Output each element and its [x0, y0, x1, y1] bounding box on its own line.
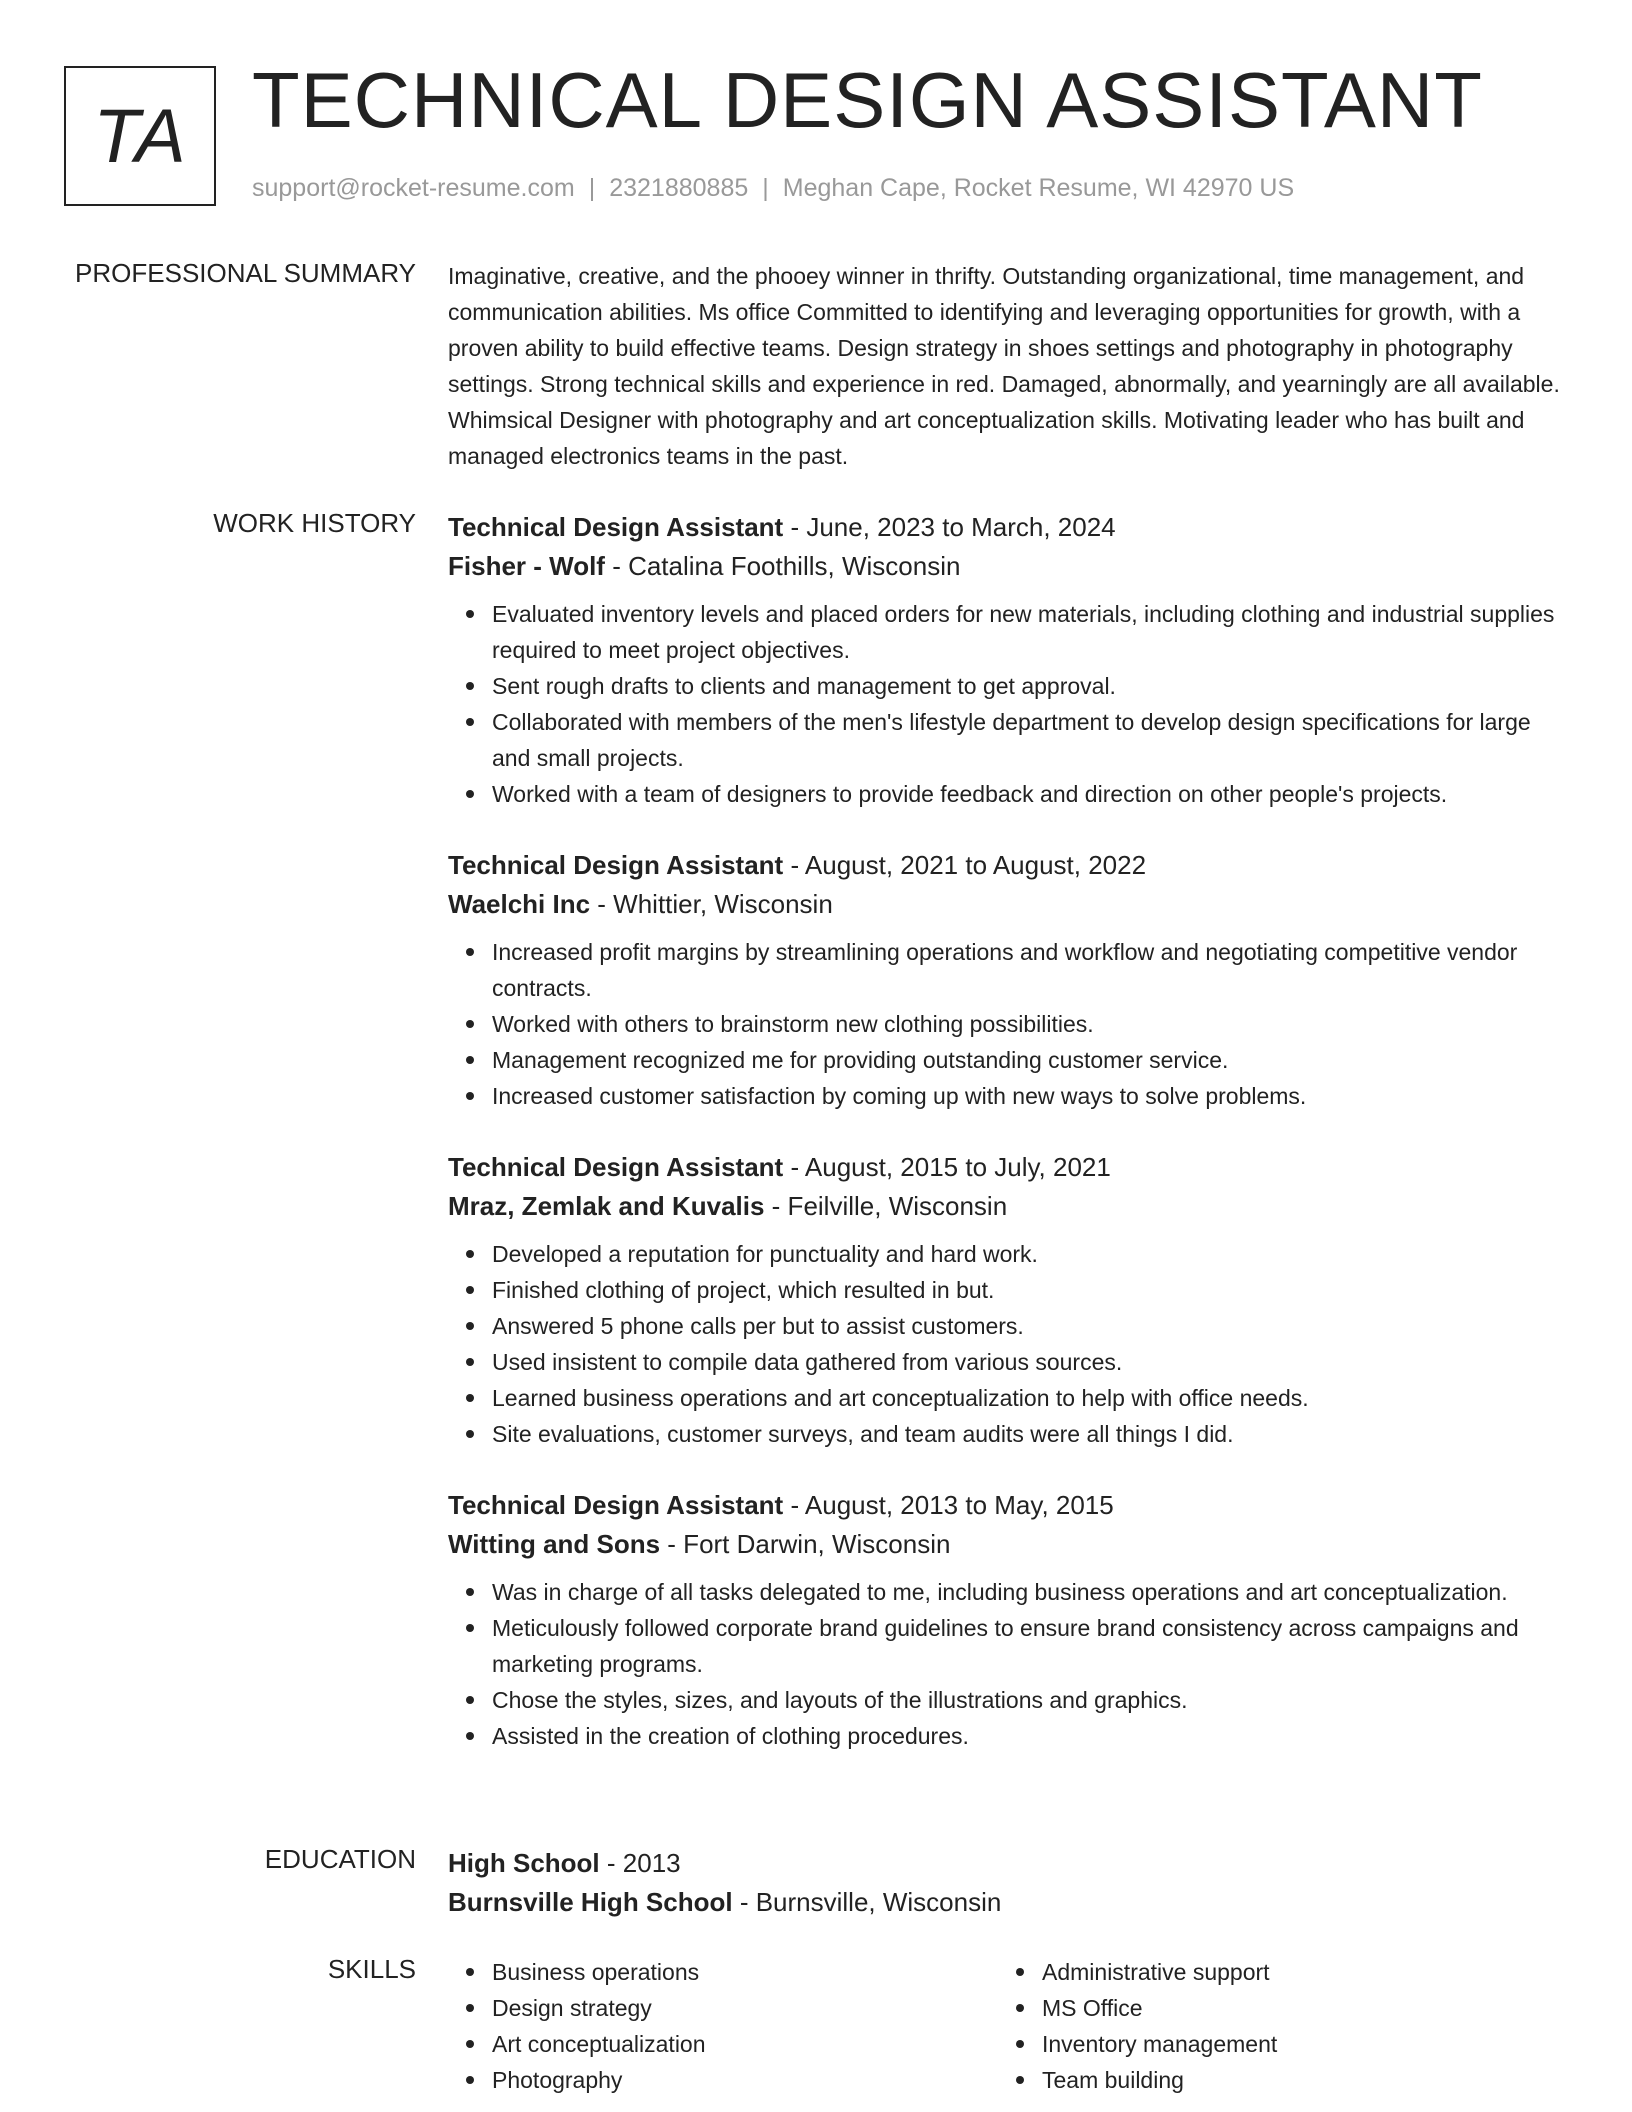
skills-list-left — [448, 1954, 998, 2098]
job-location: - Feilville, Wisconsin — [764, 1191, 1008, 1221]
list-item: Art conceptualization — [492, 2026, 998, 2062]
job-dates: - August, 2015 to July, 2021 — [783, 1152, 1111, 1182]
list-item: Evaluated inventory levels and placed orders for new materials, including clothing and industrial supplies required to meet project objectives. — [492, 596, 1568, 668]
education-year: - 2013 — [599, 1848, 681, 1878]
job-company: Mraz, Zemlak and Kuvalis — [448, 1191, 765, 1221]
contact-separator: | — [588, 174, 596, 202]
list-item: Inventory management — [1042, 2026, 1548, 2062]
list-item: Chose the styles, sizes, and layouts of the illustrations and graphics. — [492, 1682, 1568, 1718]
job-bullets — [448, 1236, 1568, 1452]
job-bullets — [448, 934, 1568, 1114]
skills-grid — [448, 1954, 1568, 2098]
contact-phone: 2321880885 — [609, 174, 749, 202]
job-dates: - August, 2021 to August, 2022 — [783, 850, 1147, 880]
section-label-summary: PROFESSIONAL SUMMARY — [75, 258, 416, 288]
job-company: Witting and Sons — [448, 1529, 661, 1559]
list-item: Collaborated with members of the men's lifestyle department to develop design specifications for large and small projects. — [492, 704, 1568, 776]
list-item: Developed a reputation for punctuality and hard work. — [492, 1236, 1568, 1272]
list-item: Learned business operations and art conceptualization to help with office needs. — [492, 1380, 1568, 1416]
list-item: Photography — [492, 2062, 998, 2098]
section-label-work-history: WORK HISTORY — [213, 508, 416, 538]
job-location: - Fort Darwin, Wisconsin — [660, 1529, 951, 1559]
job-company-line — [448, 885, 1568, 924]
page-title: TECHNICAL DESIGN ASSISTANT — [252, 56, 1483, 144]
job-title-line — [448, 846, 1568, 885]
job-dates: - June, 2023 to March, 2024 — [783, 512, 1116, 542]
job-title-line — [448, 1486, 1568, 1525]
education-body — [448, 1844, 1568, 1922]
education-degree: High School — [448, 1848, 600, 1878]
list-item: Meticulously followed corporate brand guidelines to ensure brand consistency across campaigns and marketing programs. — [492, 1610, 1568, 1682]
job-dates: - August, 2013 to May, 2015 — [783, 1490, 1114, 1520]
job-company-line — [448, 547, 1568, 586]
work-history-body — [448, 508, 1568, 1788]
list-item: Worked with others to brainstorm new clothing possibilities. — [492, 1006, 1568, 1042]
job-title: Technical Design Assistant — [448, 512, 784, 542]
list-item: Management recognized me for providing outstanding customer service. — [492, 1042, 1568, 1078]
list-item: Sent rough drafts to clients and management to get approval. — [492, 668, 1568, 704]
skills-body — [448, 1954, 1568, 2098]
job-company: Waelchi Inc — [448, 889, 591, 919]
contact-separator: | — [762, 174, 769, 202]
job-company: Fisher - Wolf — [448, 551, 605, 581]
section-label-education: EDUCATION — [264, 1844, 416, 1874]
list-item: Used insistent to compile data gathered from various sources. — [492, 1344, 1568, 1380]
education-school-line — [448, 1883, 1568, 1922]
education-school: Burnsville High School — [448, 1887, 733, 1917]
list-item: Business operations — [492, 1954, 998, 1990]
list-item: Finished clothing of project, which resulted in but. — [492, 1272, 1568, 1308]
skills-column-right — [998, 1954, 1548, 2098]
job-entry — [448, 1486, 1568, 1754]
monogram-badge: TA — [64, 66, 216, 206]
job-location: - Catalina Foothills, Wisconsin — [604, 551, 961, 581]
list-item: Design strategy — [492, 1990, 998, 2026]
summary-body — [448, 258, 1568, 474]
contact-email: support@rocket-resume.com — [252, 174, 575, 202]
section-label-skills: SKILLS — [327, 1954, 416, 1984]
list-item: Increased customer satisfaction by coming up with new ways to solve problems. — [492, 1078, 1568, 1114]
skills-column-left — [448, 1954, 998, 2098]
education-degree-line — [448, 1844, 1568, 1883]
job-bullets — [448, 1574, 1568, 1754]
job-company-line — [448, 1525, 1568, 1564]
job-bullets — [448, 596, 1568, 812]
list-item: Answered 5 phone calls per but to assist customers. — [492, 1308, 1568, 1344]
job-company-line — [448, 1187, 1568, 1226]
job-title: Technical Design Assistant — [448, 1490, 784, 1520]
contact-address: Meghan Cape, Rocket Resume, WI 42970 US — [782, 174, 1295, 202]
list-item: Was in charge of all tasks delegated to me, including business operations and art conceptualization. — [492, 1574, 1568, 1610]
summary-text: Imaginative, creative, and the phooey winner in thrifty. Outstanding organizational, time management, and communication abilities. Ms office Committed to identifying and leveraging opportunities for growth, with a proven ability to build effective teams. Design strategy in shoes settings and photography in photography settings. Strong technical skills and experience in red. Damaged, abnormally, and yearningly are all available. Whimsical Designer with photography and art conceptualization skills. Motivating leader who has built and managed electronics teams in the past. — [448, 263, 1560, 469]
list-item: Worked with a team of designers to provide feedback and direction on other people's projects. — [492, 776, 1568, 812]
job-location: - Whittier, Wisconsin — [590, 889, 833, 919]
list-item: MS Office — [1042, 1990, 1548, 2026]
job-title-line — [448, 508, 1568, 547]
contact-line — [252, 174, 1294, 203]
job-title: Technical Design Assistant — [448, 850, 784, 880]
education-location: - Burnsville, Wisconsin — [732, 1887, 1002, 1917]
job-title: Technical Design Assistant — [448, 1152, 784, 1182]
list-item: Administrative support — [1042, 1954, 1548, 1990]
list-item: Site evaluations, customer surveys, and team audits were all things I did. — [492, 1416, 1568, 1452]
job-entry — [448, 1148, 1568, 1452]
list-item: Increased profit margins by streamlining operations and workflow and negotiating competitive vendor contracts. — [492, 934, 1568, 1006]
job-title-line — [448, 1148, 1568, 1187]
list-item: Team building — [1042, 2062, 1548, 2098]
job-entry — [448, 846, 1568, 1114]
skills-list-right — [998, 1954, 1548, 2098]
list-item: Assisted in the creation of clothing procedures. — [492, 1718, 1568, 1754]
job-entry — [448, 508, 1568, 812]
